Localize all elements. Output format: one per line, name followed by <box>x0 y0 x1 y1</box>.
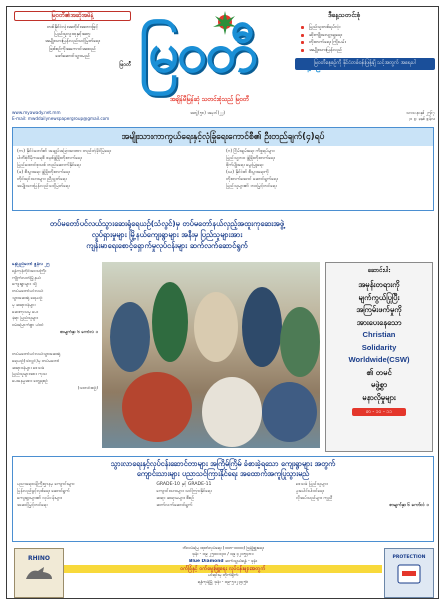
objective-line: ပြည်သူ့ဘဝ ဖွံ့ဖြိုးတိုးတက်ရေး <box>226 156 275 161</box>
headline-line: တပ်မတော်ပင်လယ်သွားဆေးရုံရေယဉ်(သံလွင်)မှ တပ်မတော်နယ်လှည့်အထူးကုဆေးအဖွဲ့ <box>49 219 285 228</box>
story-line: ဆက်လက်ဆောင်ရွက် <box>156 503 193 508</box>
story-line: ပူးပေါင်းပါဝင်ရေး <box>295 489 324 494</box>
education-column <box>296 481 429 509</box>
objectives-column <box>226 148 429 190</box>
headline-line: ကျောင်းသားများ ပညာသင်ကြားနိုင်ရေး အထောက်အကူပြုသွားမည် <box>136 469 310 478</box>
feature-title-latin: Solidarity <box>361 342 397 352</box>
objective-line: အမျိုးသားပြန်လည်သင့်မြတ်ရေး <box>17 184 70 189</box>
masthead-right-box <box>295 11 435 97</box>
objective-line: တိုင်းရင်းသားများ ညီညွတ်ရေး <box>17 177 67 182</box>
lead-story-text <box>12 262 98 337</box>
product-bag-icon <box>394 563 424 585</box>
right-box-item[interactable]: အမျိုးသားပြန်လည် <box>295 47 435 55</box>
left-box-line: တစ်နိုင်ငံလုံးအတိုင်းအတာဖြင့် <box>46 25 99 30</box>
feature-title-line: မနာလိုမှုများ <box>362 392 396 402</box>
date-line: ၂၀၂၃ ခုနှစ် ဇွန်လ <box>408 115 435 121</box>
left-box-line: ပြည်သူလူထုနှင့်အတူ <box>54 32 91 38</box>
story-line: ကျေးရွာများ သို့ <box>12 282 37 288</box>
left-box-line: အမျိုးသားပြန်လည်သင့်မြတ်ရေး <box>45 39 100 45</box>
story-line: ကျိုက်လတ်မြို့နယ် <box>12 275 41 281</box>
continued-link[interactable]: စာမျက်နှာ ၆ ကော်လံ ၁ <box>60 329 98 335</box>
issue-number: အတွဲ(၅၈) အမှတ်(၂၂) <box>190 110 225 115</box>
story-line: ခဲ့ရာ ပြည်သူများ <box>12 316 39 322</box>
photo-figure <box>202 377 262 447</box>
rhino-icon <box>24 565 54 583</box>
objective-line: ပြည်သူများ၏ ဘဝမြှင့်တင်ရေး <box>226 184 277 189</box>
headline-line: လှုပ်ရှားမှုများ မြို့နယ်ကျေးရွာများ အနီးမှ ပြည်သူများအား <box>91 230 243 239</box>
masthead-left-box <box>14 11 131 97</box>
feature-title-line: အားပေးနေသော <box>356 317 402 327</box>
objectives-box <box>12 127 434 211</box>
objectives-column <box>17 148 220 190</box>
objectives-headline[interactable]: အမျိုးသားကာကွယ်ရေးနှင့်လုံခြုံရေးကောင်စီ၏ ဦးတည်ချက်(၄)ရပ် <box>13 128 433 146</box>
lead-story-photo[interactable] <box>102 262 320 448</box>
feature-title-latin: Christian <box>362 330 396 339</box>
objective-line: (ဃ) နိုင်ငံ၏ စီးပွားရေးကို <box>226 170 269 175</box>
photo-figure <box>110 302 150 372</box>
objective-line: ပါတီစုံဒီမိုကရေစီ စနစ်ဖွံ့ဖြိုးတိုးတက်ရေး <box>17 156 82 161</box>
photo-figure <box>152 282 188 362</box>
feature-title-line: မဖွဲ့စွာ <box>370 380 388 389</box>
feature-title-line: မျက်ကွယ်ပြုပြီး <box>358 292 400 302</box>
story-line: ကျောင်းသားများ သင်ကြားနိုင်ရေး <box>156 489 212 494</box>
objectives-body <box>13 146 433 192</box>
education-column <box>17 481 150 509</box>
story-line: ဝမ်းမြောက်စွာ ပါဝင် <box>12 323 44 329</box>
education-body <box>13 479 433 511</box>
education-column <box>156 481 289 509</box>
feature-title-line: ၏ တမင် <box>366 367 392 377</box>
ad-product-right[interactable] <box>384 548 434 598</box>
objective-line: (က) နိုင်ငံတော်၏ အချုပ်အခြာအာဏာ တည်တံ့ခိုင်မြဲရေး <box>17 149 111 154</box>
left-box-title: မြဝတီ၏အဆိုအမိန့် <box>14 11 131 21</box>
caption-credit: (သတင်းစဉ်) <box>77 385 98 391</box>
objective-line: (ဂ) ငြိမ်းချမ်းရေး ကိစ္စရပ်များ <box>226 149 275 154</box>
feature-article-box[interactable] <box>325 262 433 452</box>
right-box-item[interactable]: ဆိုးကျိုးလျော့ချရေး <box>295 32 435 40</box>
ad-brand-name: Blue Diamond <box>189 558 224 564</box>
caption-line: ပြည်သူများအား ကုသ <box>12 372 47 378</box>
ad-line: ပင်ရင်းမှ တိုက်ရိုက် <box>207 573 239 579</box>
left-box-line: ဖြစ်စဉ်ကိုအကောင်အထည် <box>49 46 96 52</box>
ad-brand-left: RHINO <box>28 555 50 562</box>
story-line: အဆင့်မြှင့်တင်ရေး <box>17 503 48 508</box>
caption-line: ရေယဉ်(သံလွင်)မှ တပ်မတော် <box>12 358 60 364</box>
education-headline[interactable] <box>13 457 433 479</box>
objective-line: ပြည်ထောင်စုသစ် တည်ဆောက်နိုင်ရေး <box>17 163 81 168</box>
feature-page-ref[interactable]: စာ - ၁၀ - ၁၁ <box>352 408 406 416</box>
ad-line: ဖုန်း - ၀၉ ၂၅၀၀၁၃၀ / ၀၉ ၄၂၀၅၄၈၁ <box>192 552 254 558</box>
story-line: ဆေးကုသမှု ပေး <box>12 309 39 315</box>
education-story-box <box>12 456 434 542</box>
left-box-text <box>14 24 131 60</box>
ad-line: ဘိလပ်မြေ ထုတ်လုပ်ရေး (၁၀၈-၁၀၀၀) ဖြန့်ဖြူးရေး <box>182 546 264 551</box>
right-box-item[interactable]: ပြည်သူတစ်ရပ်လုံး <box>295 24 435 32</box>
story-line: ကျေးရွာများ၏ လုပ်ငန်းများ <box>17 496 62 501</box>
photo-caption <box>12 352 98 393</box>
feature-label: ဆောင်းပါး <box>367 267 391 274</box>
caption-line: ဆရာဝန်များ ဒေသခံ <box>12 365 45 371</box>
ad-brand-right: PROTECTION <box>392 555 426 560</box>
objective-line: စိုက်ပျိုးရေး မွေးမြူရေး <box>226 163 264 168</box>
publication-dates <box>300 110 435 121</box>
masthead-tagline: အချိန်မီမြန်ဆုံ သတင်းစုံသည် မြဝတီ <box>170 96 250 103</box>
ad-line-text: ဆက်သွယ်ရန် - ဖုန်း <box>224 558 257 564</box>
lead-story-headline[interactable] <box>12 218 322 251</box>
feature-title-line: အကြမ်းဖက်မှုကို <box>356 305 402 314</box>
right-box-header: ဒီနေ့သတင်းစုံ <box>328 11 361 19</box>
story-line: တပ်မတော်ပင်လယ် <box>12 289 44 295</box>
right-box-ribbon: မြဝတီနေ့စဉ်ကို နိုင်ငံတစ်ဝန်းဖြန့်ချိ သင့်အတွက် အရေးပါ <box>295 58 435 69</box>
feature-title-line: အမုန်းတရားကို <box>358 280 400 289</box>
story-line: သွားဆေးရုံ ရေယဉ် <box>12 295 43 301</box>
right-box-item[interactable]: တိုးတက်ရေး ကြိုးပမ်း <box>295 39 435 47</box>
story-line: ဒေသခံ ပြည်သူများ <box>295 482 328 487</box>
logo-title: မြဝတီ <box>139 20 256 84</box>
date-line: သာသနာနှစ် ၂၅၆၇ <box>406 110 435 115</box>
story-line: ဆရာ ဆရာမများ စီစဉ် <box>156 496 194 501</box>
story-line: ရန်ကုန်တိုင်းဒေသကြီး <box>12 268 47 274</box>
headline-line: ကျန်းမာရေးစောင့်ရှောက်မှုလုပ်ငန်းများ ဆက်လက်ဆောင်ရွက် <box>86 241 248 250</box>
left-box-line: ဖော်ဆောင်သွားမည် <box>55 53 90 59</box>
ad-slogan: ဝက်ခြံနှင့် ဝက်မွေးမြူရေး လုပ်ငန်းများအတွက် <box>64 565 382 573</box>
story-line: ပြန်လည်ဖွင့်လှစ်ရေး ဆောင်ရွက် <box>17 489 70 494</box>
dateline: နေပြည်တော် ဇွန်လ ၂၅ <box>12 262 50 267</box>
photo-figure <box>262 382 317 442</box>
story-line: မှ ဆရာဝန်များ <box>12 302 36 308</box>
caption-line: တပ်မတော်ပင်လယ်သွားဆေးရုံ <box>12 352 61 357</box>
advertisement-block[interactable] <box>64 546 382 596</box>
ad-product-left[interactable] <box>14 548 64 598</box>
photo-figure <box>122 372 192 442</box>
email-link[interactable]: E-mail: mwddailynewspapergroup@gmail.com <box>12 115 110 121</box>
contact-info <box>12 110 272 121</box>
left-box-signature: မြဝတီ <box>119 62 131 69</box>
photo-figure <box>242 287 282 367</box>
story-line: GRADE-10 နှင့် GRADE-11 <box>156 482 212 487</box>
photo-figure <box>280 307 320 377</box>
objective-line: (ခ) စီးပွားရေး ဖွံ့ဖြိုးတိုးတက်ရေး <box>17 170 70 175</box>
continued-link[interactable]: စာမျက်နှာ ၆ ကော်လံ ၁ <box>389 503 429 508</box>
headline-line: သွားလာရေးနှင့်လုပ်ငန်းဆောင်တာများ အကြိမ်ကြိမ် ခံစားခဲ့ရသော ကျေးရွာများ အတွက် <box>110 459 336 468</box>
photo-figure <box>194 292 238 362</box>
caption-line: ပေးနေမှုအား တွေ့ရစဉ် <box>12 379 48 385</box>
story-line: ပညာရေးဝန်ကြီးဌာနမှ ကျောင်းများ <box>17 482 75 487</box>
objective-line: တိုးတက်အောင် ဆောင်ရွက်ရေး <box>226 177 278 182</box>
feature-title-latin: Worldwide(CSW) <box>348 355 410 364</box>
story-line: လိုအပ်သည်များ ကူညီ <box>295 496 333 501</box>
website-link[interactable]: www.myawady.net.mm <box>12 110 61 115</box>
ad-line: ရန်ကုန်မြို့ ဖုန်း - ၀၉-၅၁၂၃၄၅၆ <box>197 579 249 585</box>
